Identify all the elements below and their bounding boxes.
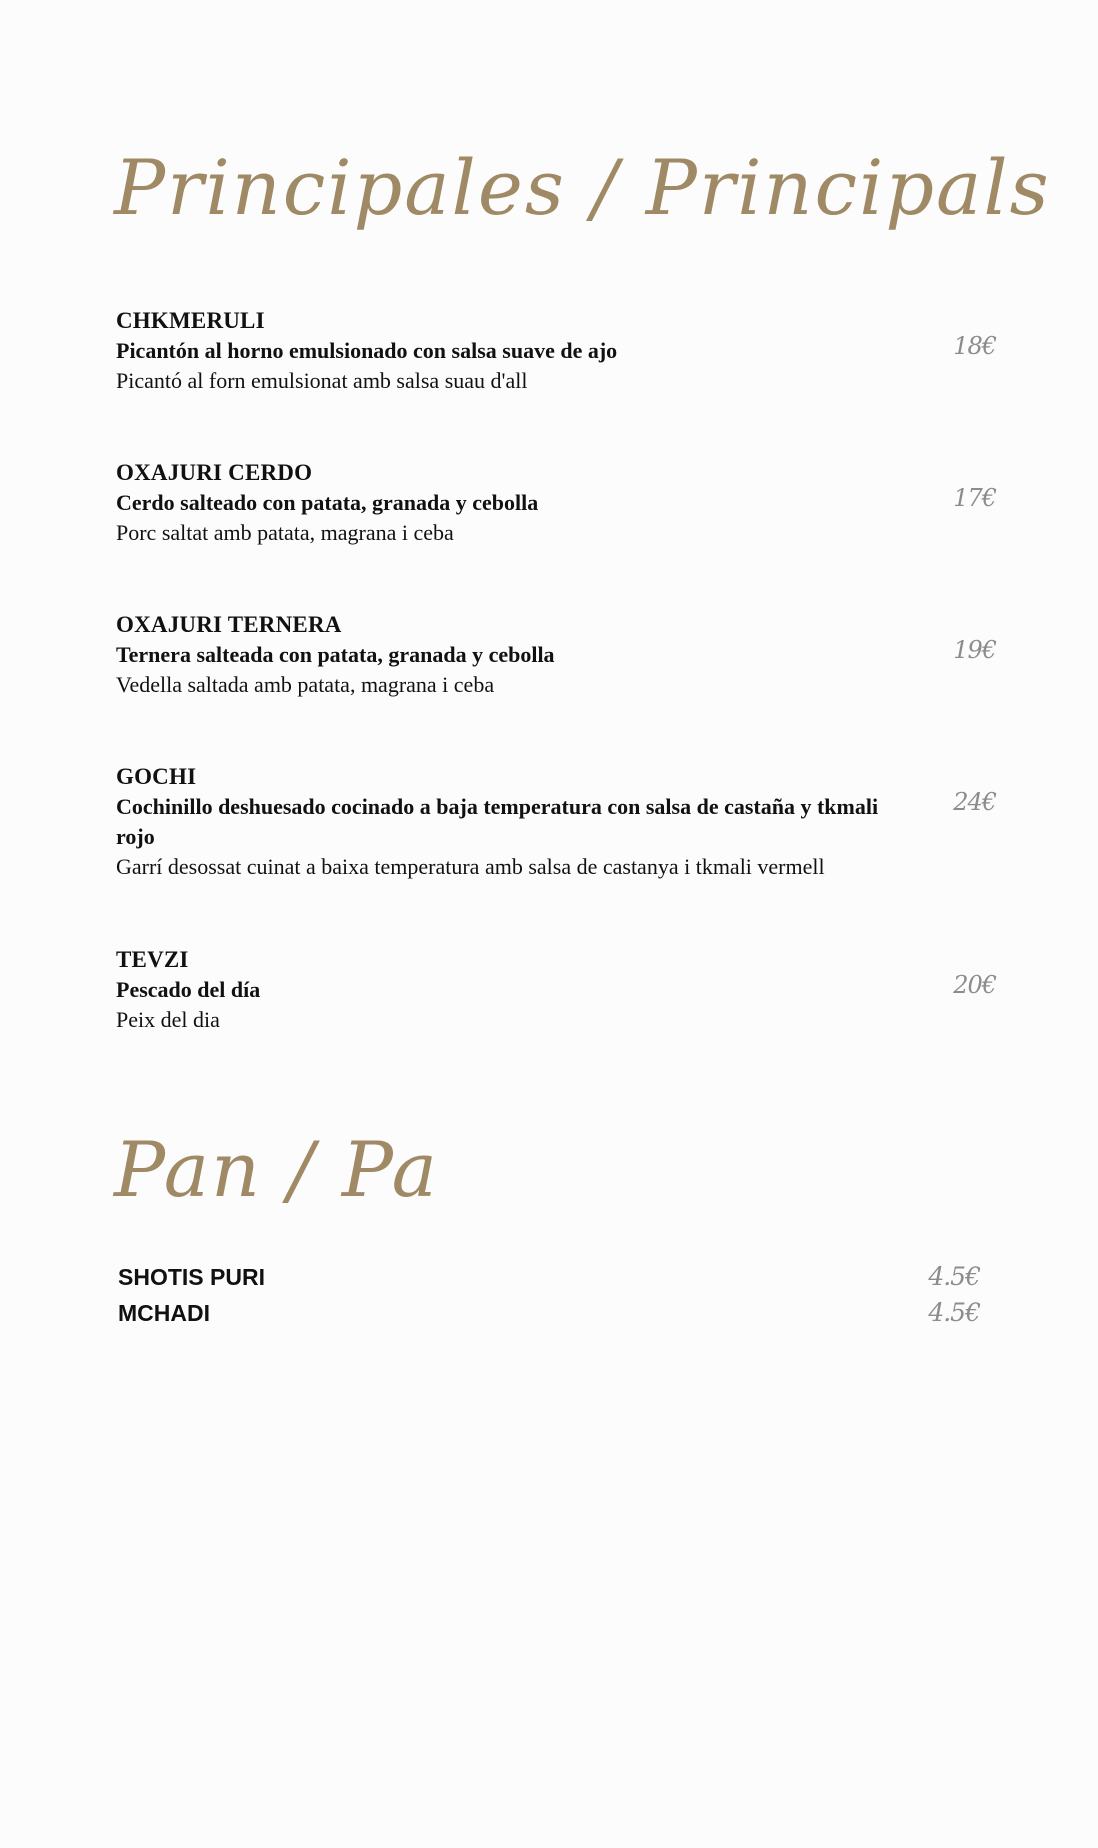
item-description-ca: Porc saltat amb patata, magrana i ceba <box>116 520 454 545</box>
item-name: TEVZI <box>116 947 189 972</box>
menu-item-tevzi <box>116 945 996 1035</box>
item-description-es: Ternera salteada con patata, granada y cebolla <box>116 642 555 667</box>
item-description-ca: Vedella saltada amb patata, magrana i ceba <box>116 672 495 697</box>
menu-item-oxajuri-cerdo <box>116 458 996 548</box>
menu-item-mchadi <box>118 1296 980 1330</box>
section-title-pan: Pan / Pa <box>114 1125 439 1214</box>
item-price: 19€ <box>953 636 996 664</box>
menu-item-oxajuri-ternera <box>116 610 996 700</box>
item-description-ca: Garrí desossat cuinat a baixa temperatura amb salsa de castanya i tkmali vermell <box>116 854 825 879</box>
item-description-es: Picantón al horno emulsionado con salsa suave de ajo <box>116 338 618 363</box>
menu-item-chkmeruli <box>116 306 996 396</box>
item-description-es: Pescado del día <box>116 977 261 1002</box>
item-name: SHOTIS PURI <box>118 1264 265 1290</box>
item-name: MCHADI <box>118 1300 210 1326</box>
menu-item-shotis-puri <box>118 1260 980 1294</box>
item-price: 4.5€ <box>928 1298 980 1327</box>
item-price: 20€ <box>953 971 996 999</box>
item-name: OXAJURI TERNERA <box>116 612 342 637</box>
item-description-es: Cerdo salteado con patata, granada y cebolla <box>116 490 539 515</box>
item-price: 17€ <box>953 484 996 512</box>
item-description-ca: Peix del dia <box>116 1007 220 1032</box>
item-name: OXAJURI CERDO <box>116 460 313 485</box>
item-price: 24€ <box>953 788 996 816</box>
item-price: 18€ <box>953 332 996 360</box>
item-description-es: Cochinillo deshuesado cocinado a baja temperatura con salsa de castaña y tkmali rojo <box>116 794 879 849</box>
item-name: GOCHI <box>116 764 197 789</box>
item-description-ca: Picantó al forn emulsionat amb salsa suau d'all <box>116 368 528 393</box>
menu-item-gochi <box>116 762 996 882</box>
item-price: 4.5€ <box>928 1262 980 1291</box>
section-title-principales: Principales / Principals <box>114 143 1051 232</box>
item-name: CHKMERULI <box>116 308 265 333</box>
